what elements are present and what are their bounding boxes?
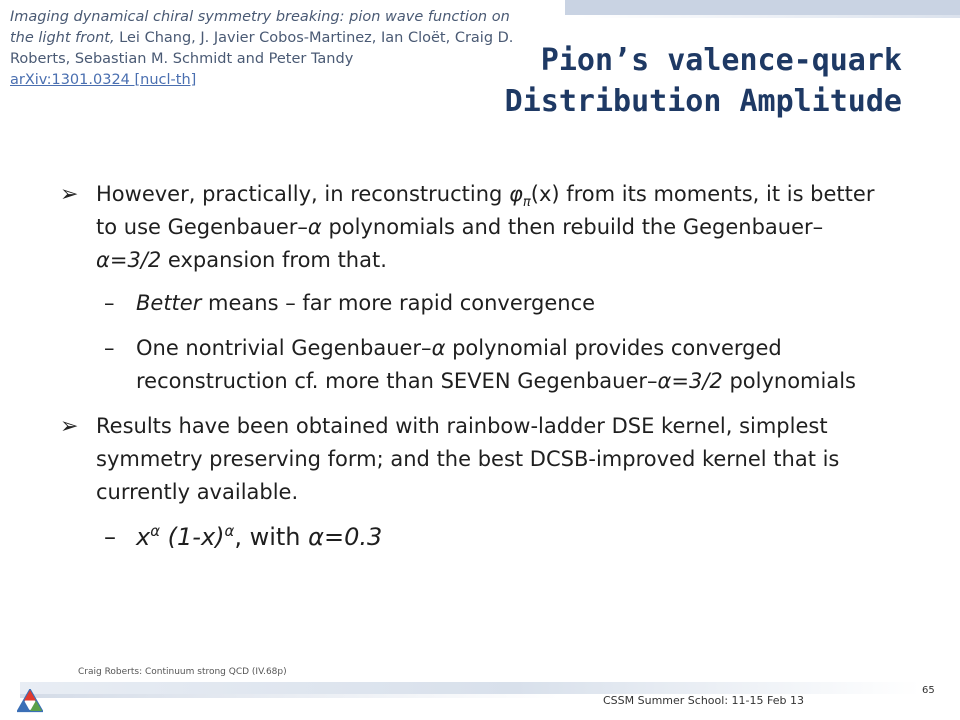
alpha-symbol: α [307, 215, 322, 239]
alpha-three-halves: α=3/2 [96, 248, 162, 272]
formula-one-minus-x: (1-x) [160, 523, 225, 551]
sub2-text-b: polynomial provides converged reconstruction cf. more than SEVEN Gegenbauer– [136, 336, 782, 393]
header-band [565, 0, 960, 15]
formula-sup-alpha: α [150, 522, 161, 540]
footer-school: CSSM Summer School: 11-15 Feb 13 [603, 694, 804, 707]
bullet-results [60, 410, 875, 509]
formula-with: , with [234, 523, 309, 551]
bullet-reconstruction [60, 178, 875, 277]
slide-title-line1: Pion’s valence-quark [540, 43, 902, 78]
sub1-text: means – far more rapid convergence [201, 291, 596, 315]
sub2-text-c: polynomials [722, 369, 856, 393]
dash-marker: – [104, 291, 115, 315]
phi-symbol: φ [509, 182, 523, 206]
phi-subscript: π [522, 195, 531, 211]
page-number: 65 [922, 685, 935, 696]
alpha-three-halves: α=3/2 [657, 369, 723, 393]
better-word: Better [136, 291, 202, 315]
bullet1-text-a: However, practically, in reconstructing [96, 182, 510, 206]
arrow-bullet-icon: ➢ [60, 182, 79, 207]
formula-sup-alpha-2: α [224, 522, 235, 540]
reference-authors: Lei Chang, J. Javier Cobos-Martinez, Ian Cloët, Craig D. Roberts, Sebastian M. Schmidt and Peter Tandy [10, 30, 514, 67]
sub-formula [60, 519, 875, 555]
formula-alpha-value: α=0.3 [308, 523, 383, 551]
bullet1-text-c: polynomials and then rebuild the Gegenbauer– [321, 215, 824, 239]
arrow-bullet-icon: ➢ [60, 414, 79, 439]
header-band-shadow [580, 15, 960, 18]
formula-x: x [136, 523, 151, 551]
bullet1-text-d: expansion from that. [161, 248, 387, 272]
alpha-symbol: α [431, 336, 446, 360]
arxiv-link[interactable]: arXiv:1301.0324 [nucl-th] [10, 72, 197, 88]
bullet1-text-b: (x) from its moments, it is better to use Gegenbauer– [96, 182, 875, 239]
sub-nontrivial [60, 332, 875, 398]
slide-title [432, 40, 902, 122]
sub-better [60, 287, 875, 320]
bullet2-text: Results have been obtained with rainbow-ladder DSE kernel, simplest symmetry preserving form; and the best DCSB-improved kernel that is currently available. [96, 414, 840, 504]
argonne-logo [17, 689, 43, 713]
dash-marker: – [104, 523, 116, 551]
slide-body [60, 178, 875, 567]
reference-title: Imaging dynamical chiral symmetry breaking: pion wave function on the light front, [10, 9, 510, 46]
dash-marker: – [104, 336, 115, 360]
footer-credit: Craig Roberts: Continuum strong QCD (IV.68p) [78, 667, 287, 677]
footer-band-lower [20, 694, 560, 698]
slide-title-line2: Distribution Amplitude [504, 84, 902, 119]
footer-band [20, 682, 920, 694]
sub2-text-a: One nontrivial Gegenbauer– [136, 336, 432, 360]
